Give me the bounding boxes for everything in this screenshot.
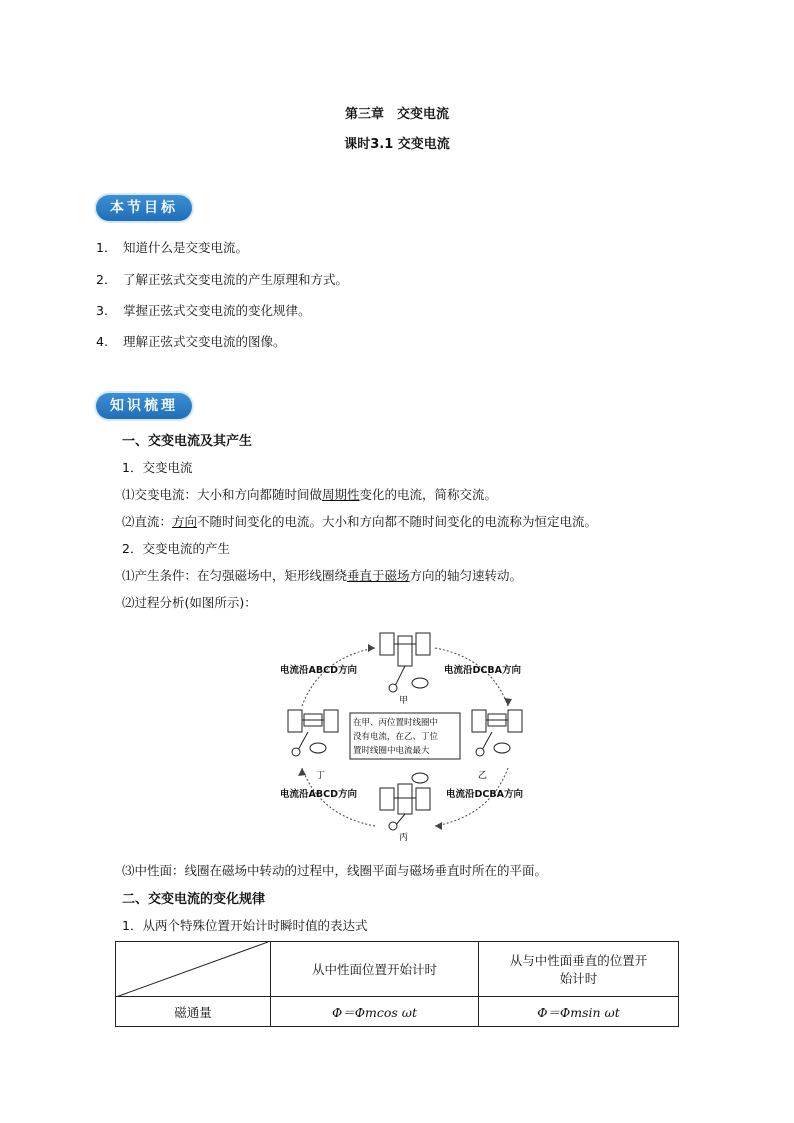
cycle-arrow — [302, 648, 375, 706]
goal-item: 1. 知道什么是交变电流。 — [96, 240, 249, 255]
knowledge-badge: 知识梳理 — [96, 393, 192, 419]
label-ding: 丁 — [316, 771, 326, 781]
center-note: 在甲、丙位置时线圈中 — [353, 718, 439, 728]
generator-diagram — [280, 628, 530, 846]
label-jia: 甲 — [399, 696, 409, 706]
sub-heading: 1．从两个特殊位置开始计时瞬时值的表达式 — [122, 918, 368, 933]
lesson-title: 课时3.1 交变电流 — [344, 137, 450, 152]
goal-item: 2. 了解正弦式交变电流的产生原理和方式。 — [96, 272, 349, 287]
label-bing: 丙 — [399, 833, 409, 843]
arrow-label-bl: 电流沿ABCD方向 — [280, 789, 357, 800]
label-yi: 乙 — [478, 771, 488, 781]
coil-left — [288, 710, 338, 756]
table-corner — [116, 942, 271, 997]
cycle-arrow — [435, 648, 508, 706]
part1-title: 一、交变电流及其产生 — [122, 434, 253, 449]
paragraph-neutral-plane: ⑶中性面：线圈在磁场中转动的过程中，线圈平面与磁场垂直时所在的平面。 — [122, 863, 548, 878]
center-note: 置时线圈中电流最大 — [353, 746, 430, 756]
coil-top — [380, 633, 430, 692]
table-header: 从中性面位置开始计时 — [271, 942, 479, 997]
coil-right — [472, 710, 522, 756]
goal-item: 3. 掌握正弦式交变电流的变化规律。 — [96, 303, 311, 318]
paragraph-process: ⑵过程分析(如图所示)： — [122, 595, 257, 610]
arrow-label-tr: 电流沿DCBA方向 — [444, 665, 521, 676]
center-note: 没有电流，在乙、丁位 — [353, 732, 439, 742]
table-cell: Φ＝Φmsin ωt — [479, 997, 679, 1027]
paragraph-dc: ⑵直流：方向不随时间变化的电流。大小和方向都不随时间变化的电流称为恒定电流。 — [122, 514, 598, 529]
paragraph-condition: ⑴产生条件：在匀强磁场中，矩形线圈绕垂直于磁场方向的轴匀速转动。 — [122, 568, 523, 583]
formula-table — [115, 941, 679, 1027]
chapter-title: 第三章 交变电流 — [344, 107, 449, 122]
table-header: 从与中性面垂直的位置开 始计时 — [479, 942, 679, 997]
coil-bottom — [380, 773, 430, 830]
table-row-label: 磁通量 — [116, 997, 271, 1027]
table-cell: Φ＝Φmcos ωt — [271, 997, 479, 1027]
goal-item: 4. 理解正弦式交变电流的图像。 — [96, 334, 286, 349]
arrow-label-tl: 电流沿ABCD方向 — [280, 665, 357, 676]
goals-badge: 本节目标 — [96, 195, 192, 221]
sub-heading: 1．交变电流 — [122, 460, 193, 475]
sub-heading: 2．交变电流的产生 — [122, 541, 230, 556]
paragraph-ac: ⑴交变电流：大小和方向都随时间做周期性变化的电流，简称交流。 — [122, 487, 498, 502]
arrow-label-br: 电流沿DCBA方向 — [446, 789, 523, 800]
part2-title: 二、交变电流的变化规律 — [122, 892, 266, 907]
